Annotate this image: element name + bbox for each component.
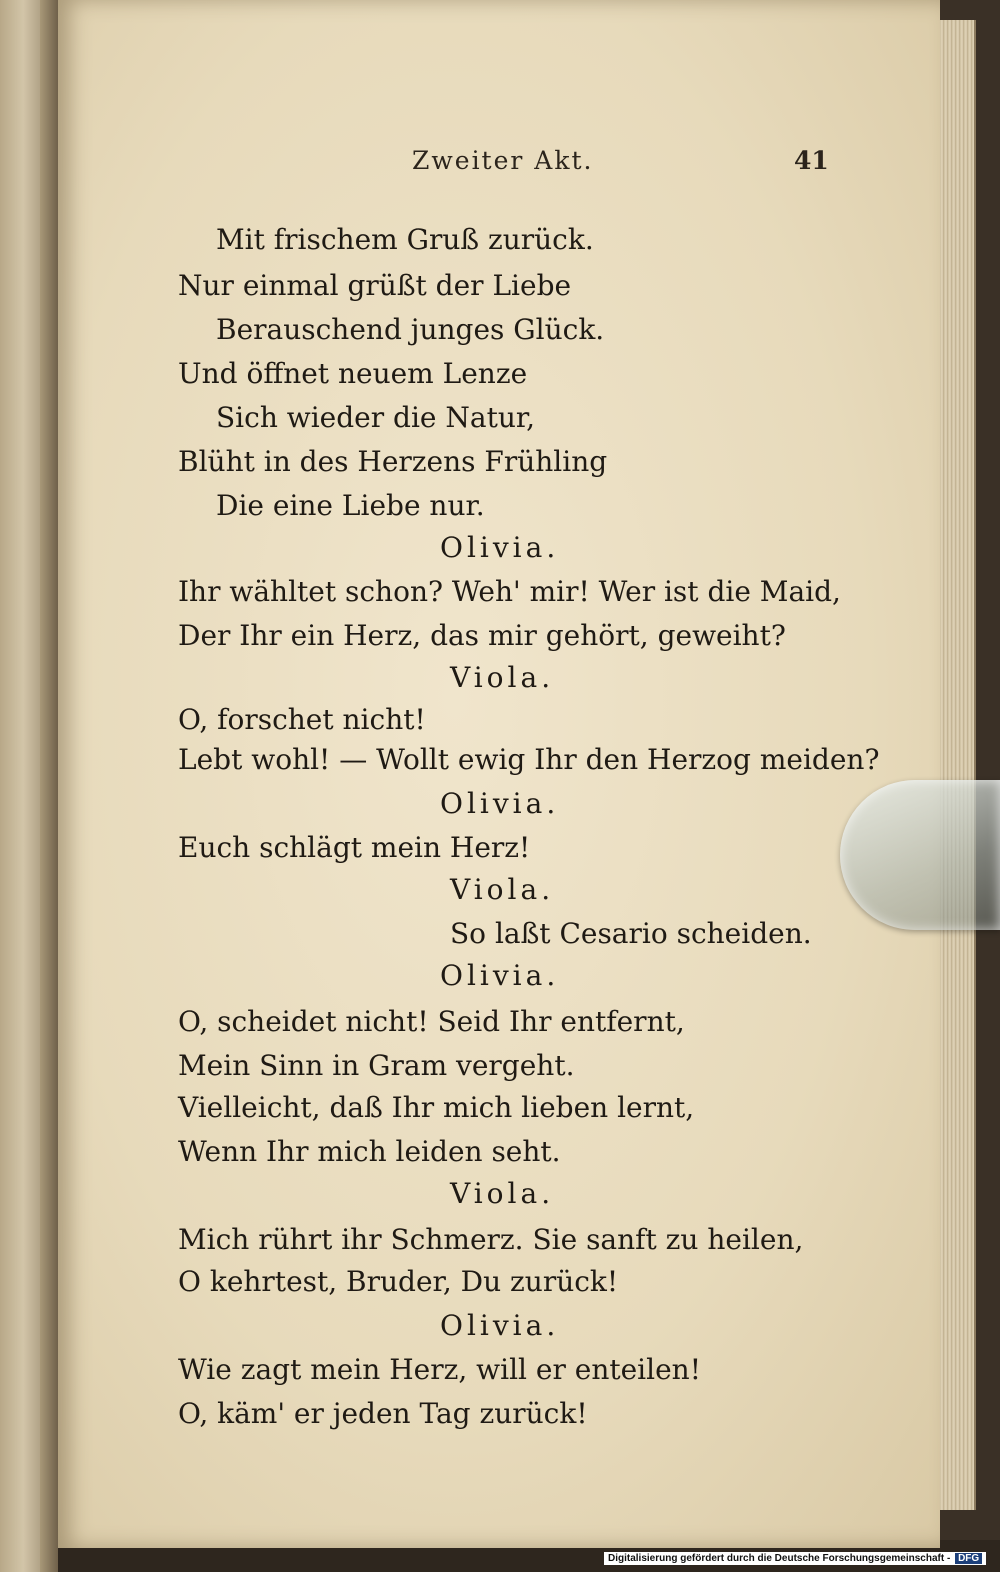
verse-line: Mich rührt ihr Schmerz. Sie sanft zu heilen, bbox=[178, 1223, 804, 1256]
book-gutter bbox=[40, 0, 58, 1572]
speaker-name: Olivia. bbox=[440, 959, 560, 992]
verse-line: Euch schlägt mein Herz! bbox=[178, 831, 531, 864]
speaker-name: Olivia. bbox=[440, 1309, 560, 1342]
page-clip bbox=[840, 780, 1000, 930]
speaker-name: Olivia. bbox=[440, 531, 560, 564]
digitization-credit bbox=[604, 1552, 986, 1565]
verse-line: Mein Sinn in Gram vergeht. bbox=[178, 1049, 575, 1082]
verse-line: O, forschet nicht! bbox=[178, 703, 426, 736]
verse-line: Lebt wohl! — Wollt ewig Ihr den Herzog meiden? bbox=[178, 743, 880, 776]
speaker-name: Viola. bbox=[450, 661, 555, 694]
verse-line: O kehrtest, Bruder, Du zurück! bbox=[178, 1265, 619, 1298]
verse-line: Der Ihr ein Herz, das mir gehört, geweiht? bbox=[178, 619, 786, 652]
dfg-logo: DFG bbox=[955, 1553, 982, 1564]
page-number: 41 bbox=[794, 146, 829, 175]
verse-line: Vielleicht, daß Ihr mich lieben lernt, bbox=[178, 1091, 695, 1124]
credit-text: Digitalisierung gefördert durch die Deutsche Forschungsgemeinschaft - bbox=[608, 1553, 951, 1564]
speaker-name: Olivia. bbox=[440, 787, 560, 820]
verse-line: Wie zagt mein Herz, will er enteilen! bbox=[178, 1353, 701, 1386]
verse-line: Mit frischem Gruß zurück. bbox=[216, 223, 594, 256]
verse-line: Berauschend junges Glück. bbox=[216, 313, 605, 346]
verse-line: So laßt Cesario scheiden. bbox=[450, 917, 812, 950]
verse-line: Nur einmal grüßt der Liebe bbox=[178, 269, 572, 302]
verse-line: Und öffnet neuem Lenze bbox=[178, 357, 528, 390]
verse-line: Blüht in des Herzens Frühling bbox=[178, 445, 608, 478]
verse-line: Die eine Liebe nur. bbox=[216, 489, 485, 522]
verse-line: Wenn Ihr mich leiden seht. bbox=[178, 1135, 561, 1168]
verse-line: Sich wieder die Natur, bbox=[216, 401, 536, 434]
verse-line: Ihr wähltet schon? Weh' mir! Wer ist die Maid, bbox=[178, 575, 841, 608]
speaker-name: Viola. bbox=[450, 873, 555, 906]
speaker-name: Viola. bbox=[450, 1177, 555, 1210]
verse-line: O, scheidet nicht! Seid Ihr entfernt, bbox=[178, 1005, 685, 1038]
page-stack-edge bbox=[940, 20, 976, 1510]
running-title: Zweiter Akt. bbox=[412, 146, 594, 175]
verse-line: O, käm' er jeden Tag zurück! bbox=[178, 1397, 588, 1430]
